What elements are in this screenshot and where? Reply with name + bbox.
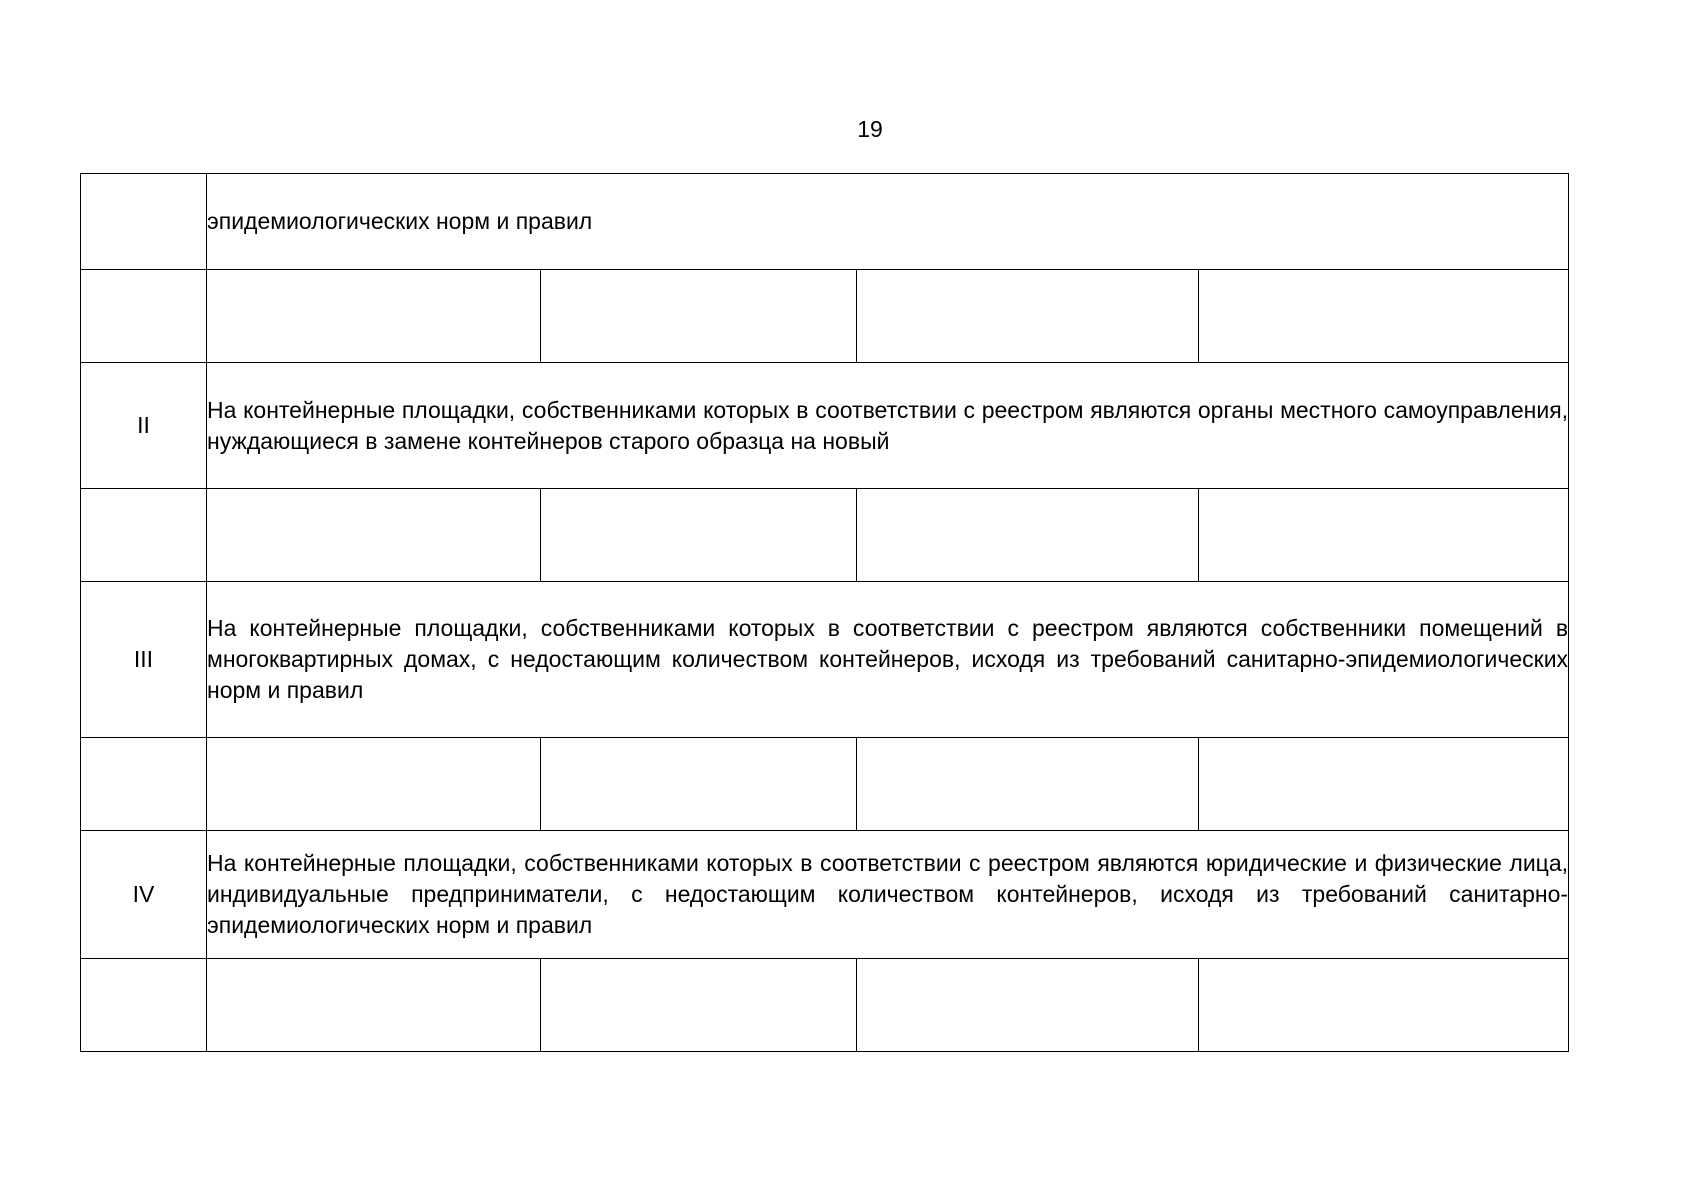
table-row-continuation — [81, 174, 1569, 270]
empty-cell — [81, 489, 207, 582]
empty-cell — [207, 738, 541, 831]
section-text-iii: На контейнерные площадки, собственниками которых в соответствии с реестром являются собственники помещений в многоквартирных домах, с недостающим количеством контейнеров, исходя из требований санитарно-эпидемиологических норм и правил — [207, 582, 1569, 738]
empty-cell — [857, 489, 1199, 582]
table-row-empty — [81, 270, 1569, 363]
table-row-empty — [81, 738, 1569, 831]
empty-cell — [81, 270, 207, 363]
section-number-iv: IV — [81, 831, 207, 959]
empty-cell — [1199, 738, 1569, 831]
empty-cell — [541, 489, 857, 582]
empty-cell — [541, 738, 857, 831]
empty-cell — [857, 959, 1199, 1052]
empty-cell — [1199, 270, 1569, 363]
row-number-cell — [81, 174, 207, 270]
section-text-ii: На контейнерные площадки, собственниками которых в соответствии с реестром являются органы местного самоуправления, нуждающиеся в замене контейнеров старого образца на новый — [207, 363, 1569, 489]
empty-cell — [207, 959, 541, 1052]
empty-cell — [81, 959, 207, 1052]
empty-cell — [541, 270, 857, 363]
page-number: 19 — [857, 116, 883, 142]
empty-cell — [857, 738, 1199, 831]
section-number-ii: II — [81, 363, 207, 489]
empty-cell — [207, 270, 541, 363]
empty-cell — [857, 270, 1199, 363]
document-table — [80, 173, 1569, 1052]
empty-cell — [81, 738, 207, 831]
table-row-empty — [81, 959, 1569, 1052]
section-text-iv: На контейнерные площадки, собственниками которых в соответствии с реестром являются юридические и физические лица, индивидуальные предприниматели, с недостающим количеством контейнеров, исходя из требований санитарно-эпидемиологических норм и правил — [207, 831, 1569, 959]
table-row-section-ii — [81, 363, 1569, 489]
empty-cell — [1199, 489, 1569, 582]
table-row-empty — [81, 489, 1569, 582]
table-row-section-iii — [81, 582, 1569, 738]
section-text-continuation: эпидемиологических норм и правил — [207, 174, 1569, 270]
empty-cell — [541, 959, 857, 1052]
empty-cell — [207, 489, 541, 582]
table-row-section-iv — [81, 831, 1569, 959]
section-number-iii: III — [81, 582, 207, 738]
empty-cell — [1199, 959, 1569, 1052]
